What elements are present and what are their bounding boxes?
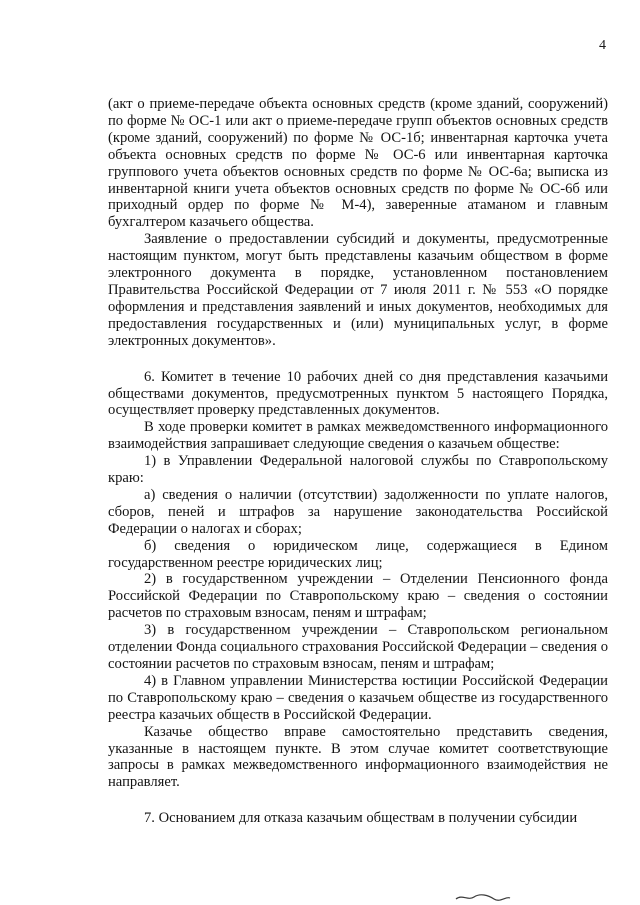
paragraph-interagency-requests: В ходе проверки комитет в рамках межведомственного информационного взаимодействия запрашивает следующие сведения о казачьем обществе: bbox=[108, 419, 608, 453]
paragraph-7-refusal-grounds: 7. Основанием для отказа казачьим обществам в получении субсидии bbox=[144, 810, 578, 827]
paragraph-6-document-check: 6. Комитет в течение 10 рабочих дней со дня представления казачьими обществами документов, предусмотренных пунктом 5 настоящего Порядка, осуществляет проверку представленных документов. bbox=[108, 368, 608, 419]
list-item-2-pension-fund: 2) в государственном учреждении – Отделении Пенсионного фонда Российской Федерации по Ставропольскому краю – сведения о состоянии расчетов по страховым взносам, пеням и штрафам; bbox=[108, 571, 608, 622]
paragraph-self-submission: Казачье общество вправе самостоятельно представить сведения, указанные в настоящем пункте. В этом случае комитет соответствующие запросы в рамках межведомственного информационного взаимодействия не направляет. bbox=[108, 723, 608, 791]
list-item-1a-tax-debt: а) сведения о наличии (отсутствии) задолженности по уплате налогов, сборов, пеней и штрафов за нарушение законодательства Российской Федерации о налогах и сборах; bbox=[108, 486, 608, 537]
paragraph-asset-documents: (акт о приеме-передаче объекта основных средств (кроме зданий, сооружений) по форме № ОС-1 или акт о приеме-передаче групп объектов основных средств (кроме зданий, сооружений) по форме № ОС-1б; инвентарная карточка учета объекта основных средств по форме № ОС-6 или инвентарная карточка группового учета объектов основных средств по форме № ОС-6а; выписка из инвентарной книги учета объектов основных средств по форме № ОС-6б или приходный ордер по форме № М-4), заверенные атаманом и главным бухгалтером казачьего общества. bbox=[108, 96, 608, 231]
document-body bbox=[108, 96, 608, 827]
scan-artifact bbox=[454, 892, 512, 902]
list-item-3-social-insurance: 3) в государственном учреждении – Ставропольском региональном отделении Фонда социального страхования Российской Федерации – сведения о состоянии расчетов по страховым взносам, пеням и штрафам; bbox=[108, 622, 608, 672]
page-number: 4 bbox=[599, 38, 606, 53]
paragraph-electronic-submission: Заявление о предоставлении субсидий и документы, предусмотренные настоящим пунктом, могут быть представлены казачьим обществом в форме электронного документа в порядке, установленном постановлением Правительства Российской Федерации от 7 июля 2011 г. № 553 «О порядке оформления и представления заявлений и иных документов, необходимых для предоставления государственных и (или) муниципальных услуг, в форме электронных документов». bbox=[108, 231, 608, 349]
list-item-1b-legal-entity-register: б) сведения о юридическом лице, содержащиеся в Едином государственном реестре юридических лиц; bbox=[108, 537, 608, 571]
list-item-4-ministry-of-justice: 4) в Главном управлении Министерства юстиции Российской Федерации по Ставропольскому краю – сведения о казачьем обществе из государственного реестра казачьих обществ в Российской Федерации. bbox=[108, 672, 608, 723]
list-item-1-tax-service: 1) в Управлении Федеральной налоговой службы по Ставропольскому краю: bbox=[108, 453, 608, 487]
